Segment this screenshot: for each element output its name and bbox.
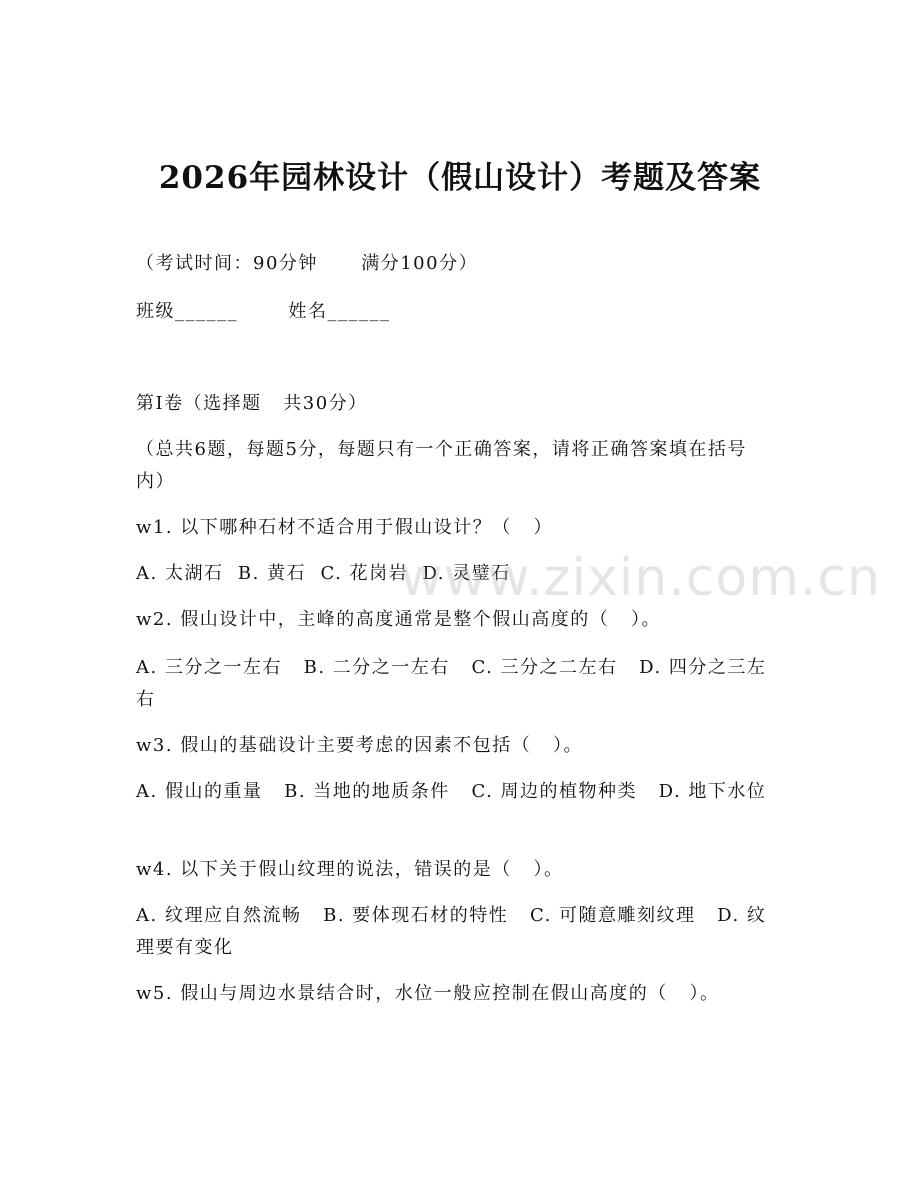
question-stem: w3. 假山的基础设计主要考虑的因素不包括（ ）。	[136, 735, 583, 756]
question-options: A. 假山的重量 B. 当地的地质条件 C. 周边的植物种类 D. 地下水位	[136, 781, 767, 802]
question-stem: w2. 假山设计中，主峰的高度通常是整个假山高度的（ ）。	[136, 609, 661, 630]
question-options: A. 太湖石 B. 黄石 C. 花岗岩 D. 灵璧石	[136, 563, 511, 584]
question-stem: w5. 假山与周边水景结合时，水位一般应控制在假山高度的（ ）。	[136, 983, 720, 1004]
watermark: www.zixin.com.cn	[400, 548, 881, 608]
document-title: 2026年园林设计（假山设计）考题及答案	[158, 160, 762, 196]
question-options: A. 纹理应自然流畅 B. 要体现石材的特性 C. 可随意雕刻纹理 D. 纹理要有变化	[136, 905, 767, 958]
instructions: （总共6题，每题5分，每题只有一个正确答案，请将正确答案填在括号内）	[136, 439, 747, 492]
class-name-line: 班级______ 姓名______	[136, 301, 391, 322]
question-stem: w4. 以下关于假山纹理的说法，错误的是（ ）。	[136, 859, 564, 880]
section-title: 第Ⅰ卷（选择题 共30分）	[136, 393, 368, 414]
question-stem: w1. 以下哪种石材不适合用于假山设计？（ ）	[136, 517, 553, 538]
question-options: A. 三分之一左右 B. 二分之一左右 C. 三分之二左右 D. 四分之三左右	[136, 657, 767, 710]
exam-info: （考试时间：90分钟 满分100分）	[136, 253, 479, 274]
